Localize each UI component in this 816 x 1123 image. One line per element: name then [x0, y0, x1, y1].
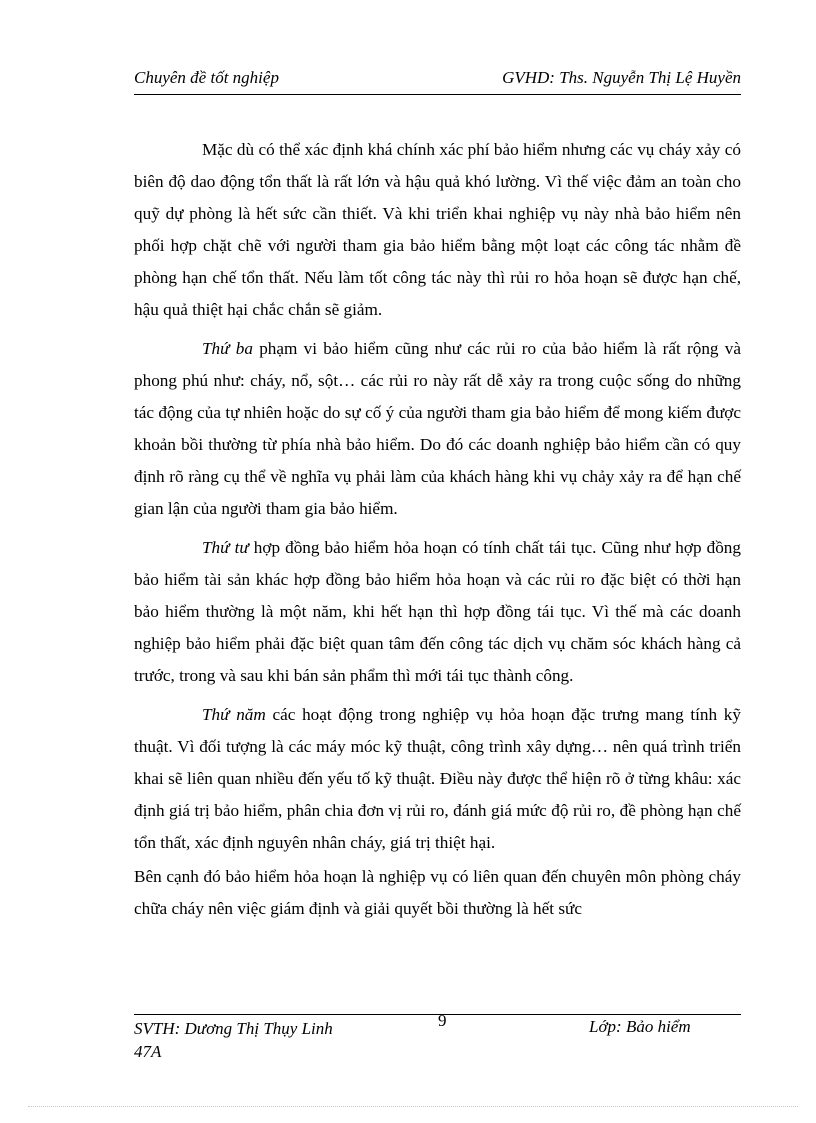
footer-student-name: SVTH: Dương Thị Thụy Linh	[134, 1019, 333, 1038]
document-body	[134, 134, 741, 925]
paragraph-text: phạm vi bảo hiểm cũng như các rủi ro của bảo hiểm là rất rộng và phong phú như: cháy, nổ, sột… các rủi ro này rất dễ xảy ra trong cuộc sống do những tác động của tự nhiên hoặc do sự cố ý của người tham gia bảo hiểm để mong kiếm được khoản bồi thường từ phía nhà bảo hiểm. Do đó các doanh nghiệp bảo hiểm cần có quy định rõ ràng cụ thể về nghĩa vụ phải làm của khách hàng khi vụ chảy xảy ra để hạn chế gian lận của người tham gia bảo hiểm.	[134, 339, 741, 518]
paragraph-lead: Thứ tư	[202, 538, 249, 557]
paragraph-text: hợp đồng bảo hiểm hỏa hoạn có tính chất tái tục. Cũng như hợp đồng bảo hiểm tài sản khác hợp đồng bảo hiểm hỏa hoạn và các rủi ro đặc biệt có thời hạn bảo hiểm thường là một năm, khi hết hạn thì hợp đồng tái tục. Vì thế mà các doanh nghiệp bảo hiểm phải đặc biệt quan tâm đến công tác dịch vụ chăm sóc khách hàng cả trước, trong và sau khi bán sản phẩm thì mới tái tục thành công.	[134, 538, 741, 685]
paragraph-text: Bên cạnh đó bảo hiểm hỏa hoạn là nghiệp vụ có liên quan đến chuyên môn phòng cháy chữa cháy nên việc giám định và giải quyết bồi thường là hết sức	[134, 867, 741, 918]
paragraph-third	[134, 333, 741, 525]
paragraph-lead: Thứ ba	[202, 339, 253, 358]
paragraph-continuation	[134, 861, 741, 925]
footer-student-class: 47A	[134, 1042, 162, 1061]
paragraph-text: các hoạt động trong nghiệp vụ hỏa hoạn đặc trưng mang tính kỹ thuật. Vì đối tượng là các máy móc kỹ thuật, công trình xây dựng… nên quá trình triển khai sẽ liên quan nhiều đến yếu tố kỹ thuật. Điều này được thể hiện rõ ở từng khâu: xác định giá trị bảo hiểm, phân chia đơn vị rủi ro, đánh giá mức độ rủi ro, đề phòng hạn chế tổn thất, xác định nguyên nhân cháy, giá trị thiệt hại.	[134, 705, 741, 852]
header-document-type: Chuyên đề tốt nghiệp	[134, 68, 279, 87]
page-number: 9	[438, 1011, 447, 1030]
paragraph-lead: Thứ năm	[202, 705, 266, 724]
page-footer	[134, 1011, 741, 1061]
paragraph-fifth	[134, 699, 741, 859]
header-supervisor: GVHD: Ths. Nguyễn Thị Lệ Huyền	[502, 68, 741, 87]
paragraph-text: Mặc dù có thể xác định khá chính xác phí bảo hiểm nhưng các vụ cháy xảy có biên độ dao động tổn thất là rất lớn và hậu quả khó lường. Vì thế việc đảm an toàn cho quỹ dự phòng là hết sức cần thiết. Và khi triển khai nghiệp vụ này nhà bảo hiểm nên phối hợp chặt chẽ với người tham gia bảo hiểm bằng một loạt các công tác nhằm đề phòng hạn chế tổn thất. Nếu làm tốt công tác này thì rủi ro hỏa hoạn sẽ được hạn chế, hậu quả thiệt hại chắc chắn sẽ giảm.	[134, 140, 741, 319]
page-bottom-divider	[28, 1106, 798, 1107]
footer-class-major: Lớp: Bảo hiểm	[589, 1017, 691, 1036]
paragraph-intro	[134, 134, 741, 326]
page-header	[134, 66, 741, 95]
paragraph-fourth	[134, 532, 741, 692]
footer-student	[134, 1017, 374, 1063]
